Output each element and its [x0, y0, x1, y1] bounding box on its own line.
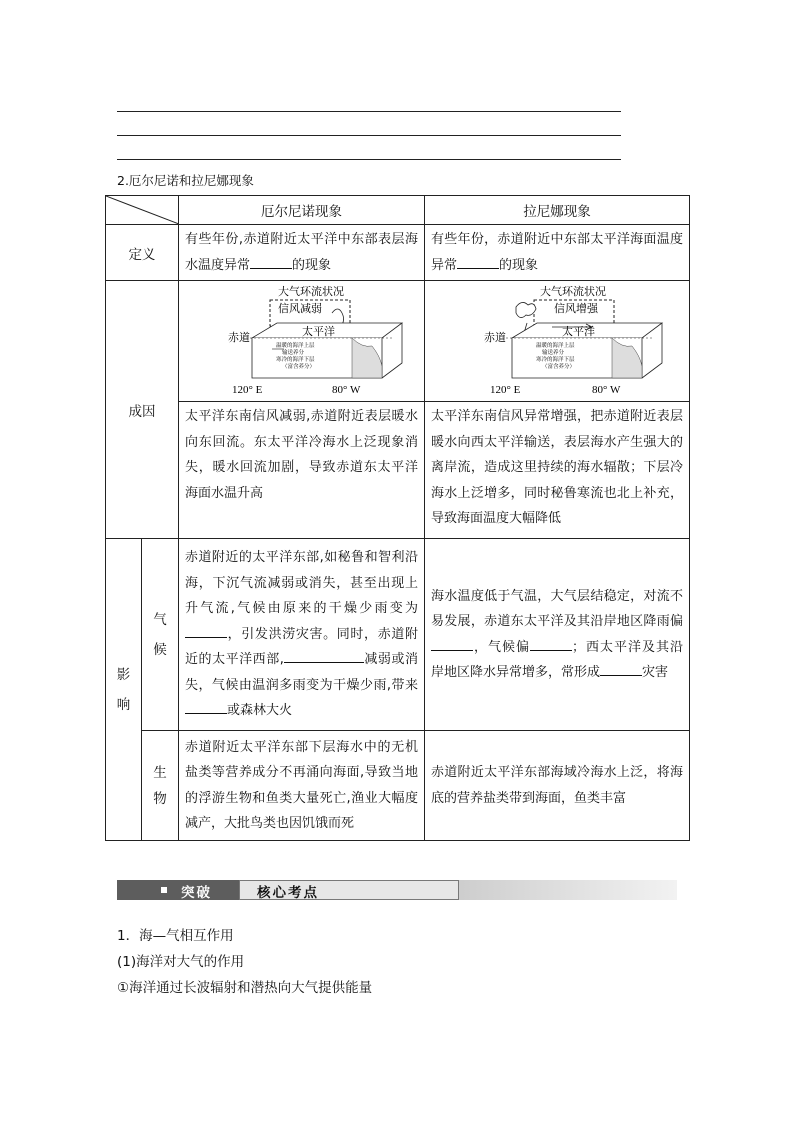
equator-label: 赤道	[484, 332, 506, 344]
climate-elnino-a: 赤道附近的太平洋东部,如秘鲁和智利沿海，下沉气流减弱或消失，甚至出现上升气流,气候由原来的干燥少雨变为	[185, 550, 418, 617]
header-elnino: 厄尔尼诺现象	[179, 196, 425, 225]
row-label-definition: 定义	[106, 225, 179, 281]
bio-elnino: 赤道附近太平洋东部下层海水中的无机盐类等营养成分不再涌向海面,导致当地的浮游生物和鱼类大量死亡,渔业大幅度减产，大批鸟类也因饥饿而死	[179, 731, 425, 841]
fill-blank[interactable]	[600, 661, 642, 676]
diagram-lanina	[432, 283, 682, 399]
banner-dark-block	[117, 880, 239, 900]
fill-blank[interactable]	[250, 254, 292, 269]
climate-elnino-b: ，引发洪涝灾害。同时，赤道附近的太平洋西部,	[185, 626, 418, 668]
def-lanina-tail: 的现象	[499, 257, 539, 273]
layer-label-3: 寒冷的海洋下层	[275, 357, 315, 363]
banner-right-text: 核心考点	[257, 885, 319, 901]
fill-blank[interactable]	[284, 648, 364, 663]
fill-blank[interactable]	[431, 636, 473, 651]
lon-west-label: 120° E	[231, 384, 262, 396]
climate-lanina-b: ，气候偏	[473, 639, 530, 655]
answer-line-3	[117, 159, 621, 160]
layer-label-4: （富含养分）	[281, 364, 315, 370]
def-lanina	[425, 225, 690, 281]
climate-lanina	[425, 539, 690, 731]
layer-label-2: 输送养分	[281, 350, 304, 356]
row-label-impact	[106, 539, 142, 841]
diagonal-line	[106, 196, 179, 224]
def-elnino-text: 有些年份,赤道附近太平洋中东部表层海水温度异常	[185, 232, 418, 273]
diagram-lanina-cell	[425, 281, 690, 402]
row-label-cause: 成因	[106, 281, 179, 539]
header-lanina: 拉尼娜现象	[425, 196, 690, 225]
sub-label-bio-text: 生物	[153, 764, 167, 807]
climate-elnino-c: 减弱或消失，气候由温润多雨变为干燥少雨,带来	[185, 652, 418, 693]
ocean-label: 太平洋	[301, 326, 335, 338]
answer-line-2	[117, 135, 621, 136]
layer-label-3: 寒冷的海洋下层	[536, 357, 575, 363]
lon-east-label: 80° W	[331, 384, 360, 396]
diagram-wind-label: 信风增强	[554, 303, 598, 315]
diagram-elnino-cell	[179, 281, 425, 402]
climate-lanina-c: ；西太平洋及其沿岸地区降水异常增多，常形成	[431, 639, 683, 680]
body-heading-1: 1．海—气相互作用	[117, 928, 234, 944]
lon-east-label: 80° W	[592, 384, 621, 396]
bullet-square-icon	[161, 887, 167, 893]
climate-elnino-d: 或森林大火	[227, 703, 293, 719]
lon-west-label: 120° E	[490, 384, 521, 396]
section-banner	[117, 880, 677, 902]
sub-label-climate	[142, 539, 179, 731]
diagram-title: 大气环流状况	[540, 286, 606, 298]
fill-blank[interactable]	[457, 254, 499, 269]
equator-label: 赤道	[227, 332, 250, 344]
bio-lanina: 赤道附近太平洋东部海域冷海水上泛，将海底的营养盐类带到海面，鱼类丰富	[425, 731, 690, 841]
sub-label-climate-text: 气候	[153, 611, 167, 658]
climate-lanina-d: 灾害	[642, 665, 669, 680]
layer-label-1: 温暖的海洋上层	[536, 343, 575, 349]
row-label-impact-text: 影响	[116, 666, 131, 713]
body-heading-2: (1)海洋对大气的作用	[117, 954, 245, 970]
cloud-icon	[516, 302, 536, 317]
section-title: 2.厄尔尼诺和拉尼娜现象	[117, 173, 254, 188]
layer-label-1: 温暖的海洋上层	[275, 343, 315, 349]
cause-lanina: 太平洋东南信风异常增强，把赤道附近表层暖水向西太平洋输送，表层海水产生强大的离岸流，造成这里持续的海水辐散；下层冷海水上泛增多，同时秘鲁寒流也北上补充，导致海面温度大幅降低	[425, 402, 690, 539]
sub-label-bio	[142, 731, 179, 841]
enso-table	[105, 195, 690, 841]
fill-blank[interactable]	[530, 636, 572, 651]
banner-left-text: 突破	[181, 885, 212, 901]
diagram-elnino	[182, 283, 422, 399]
def-lanina-text: 有些年份，赤道附近中东部太平洋海面温度异常	[431, 232, 683, 273]
fill-blank[interactable]	[185, 699, 227, 714]
def-elnino-tail: 的现象	[292, 257, 332, 273]
climate-lanina-a: 海水温度低于气温，大气层结稳定，对流不易发展，赤道东太平洋及其沿岸地区降雨偏	[431, 588, 683, 629]
body-line-3: ①海洋通过长波辐射和潜热向大气提供能量	[117, 980, 373, 996]
layer-label-4: （富含养分）	[542, 364, 576, 370]
cause-elnino: 太平洋东南信风减弱,赤道附近表层暖水向东回流。东太平洋冷海水上泛现象消失，暖水回流加剧，导致赤道东太平洋海面水温升高	[179, 402, 425, 539]
climate-elnino	[179, 539, 425, 731]
header-diagonal-cell	[106, 196, 179, 225]
diagram-title: 大气环流状况	[277, 286, 344, 298]
layer-label-2: 输送养分	[542, 350, 565, 356]
def-elnino	[179, 225, 425, 281]
ocean-label: 太平洋	[562, 326, 595, 338]
answer-line-1	[117, 111, 621, 112]
diagram-wind-label: 信风减弱	[277, 303, 322, 315]
fill-blank[interactable]	[185, 623, 227, 638]
